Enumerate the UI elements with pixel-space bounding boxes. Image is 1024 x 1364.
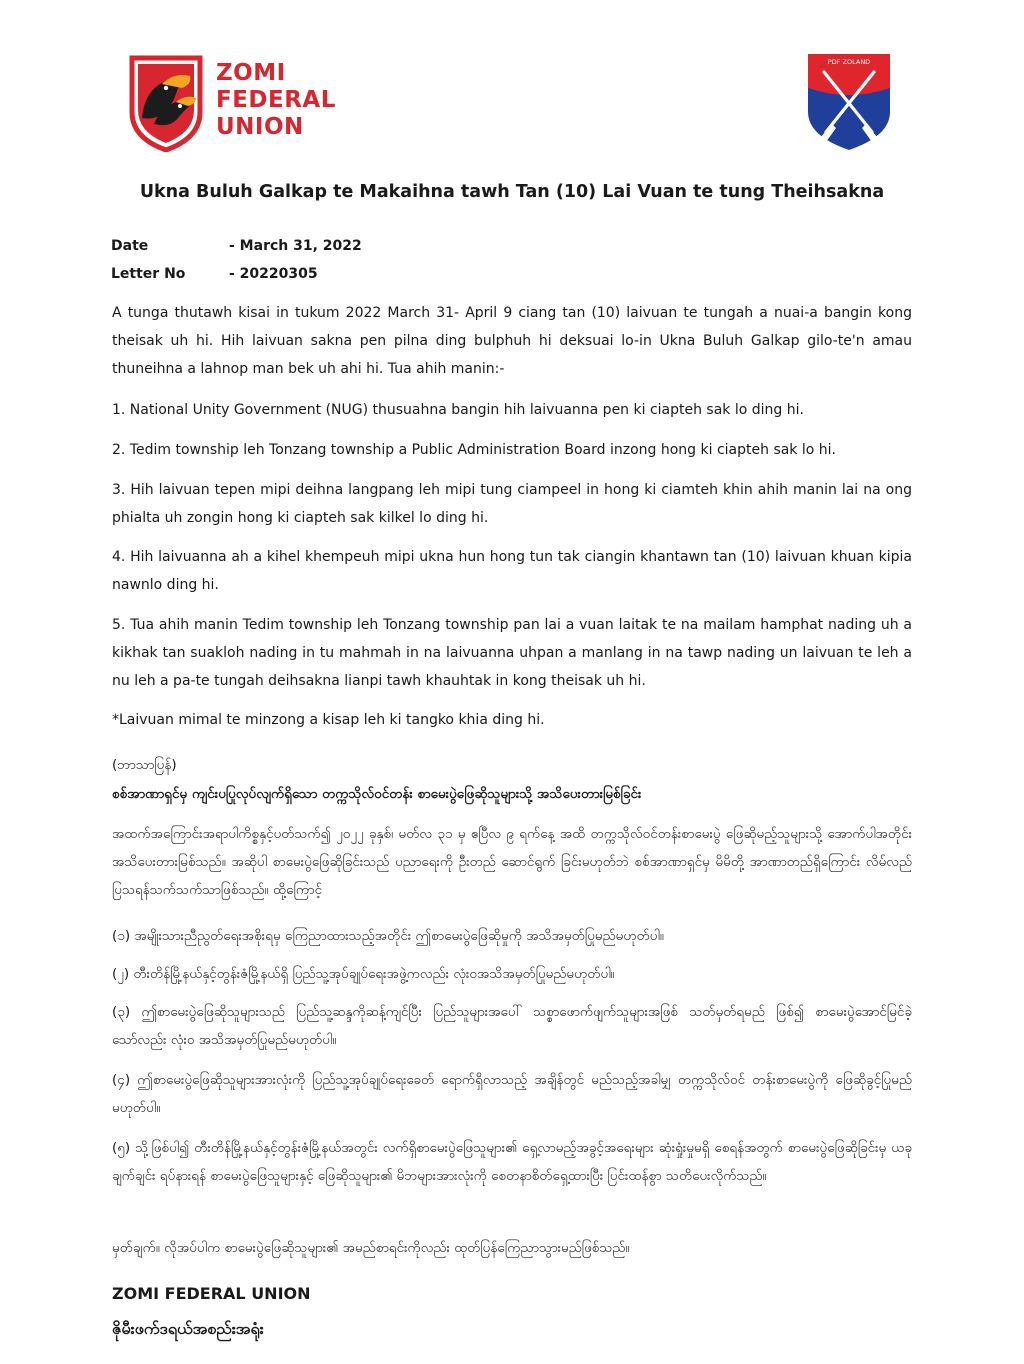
english-note: *Laivuan mimal te minzong a kisap leh ki tangko khia ding hi. — [112, 712, 545, 728]
zfu-logo-text — [216, 60, 336, 141]
point-4: 4. Hih laivuanna ah a kihel khempeuh mipi ukna hun hong tun tak ciangin khantawn tan (10) laivuan khuan kipia nawnlo ding hi. — [112, 549, 912, 593]
translation-label: (ဘာသာပြန်) — [112, 757, 177, 773]
translation-intro: အထက်အကြောင်းအရာပါကိစ္စနှင့်ပတ်သက်၍ ၂၀၂၂ ခုနှစ်၊ မတ်လ ၃၁ မှ ဧပြီလ ၉ ရက်နေ့ အထိ တက္ကသိုလ်ဝင်တန်းစာမေးပွဲ ဖြေဆိုမည့်သူများသို့ အောက်ပါအတိုင်း အသိပေးတားမြစ်သည်။ အဆိုပါ စာမေးပွဲဖြေဆိုခြင်းသည် ပညာရေးကို ဦးတည် ဆောင်ရွက် ခြင်းမဟုတ်ဘဲ စစ်အာဏာရှင်မှ မိမိတို့ အာဏာတည်ရှိကြောင်း လိမ်လည်ပြသရန်သက်သက်သာဖြစ်သည်။ ထို့ကြောင့် — [112, 826, 912, 898]
intro-paragraph: A tunga thutawh kisai in tukum 2022 March 31- April 9 ciang tan (10) laivuan te tungah a nuai-a bangin kong theisak uh hi. Hih laivuan sakna pen pilna ding bulphuh hi deksuai lo-in Ukna Buluh Galkap gilo-te'n amau thuneihna a lahnop man bek uh ahi hi. Tua ahih manin:- — [112, 305, 912, 377]
org-line-2: FEDERAL — [216, 87, 336, 113]
point-2: 2. Tedim township leh Tonzang township a Public Administration Board inzong hong ki ciapteh sak lo hi. — [112, 442, 836, 458]
letter-no-value: - 20220305 — [229, 266, 318, 282]
date-row — [111, 238, 362, 254]
signature-org-english: ZOMI FEDERAL UNION — [112, 1284, 311, 1303]
translation-note: မှတ်ချက်။ လိုအပ်ပါက စာမေးပွဲဖြေဆိုသူများ၏ အမည်စာရင်းကိုလည်း ထုတ်ပြန်ကြေညာသွားမည်ဖြစ်သည်။ — [112, 1240, 630, 1256]
translation-point-5: (၅) သို့ဖြစ်ပါ၍ တီးတိန်မြို့နယ်နှင့်တွန်းဇံမြို့နယ်အတွင်း လက်ရှိစာမေးပွဲဖြေသူများ၏ ရှေ့လာမည့်အခွင့်အရေးများ ဆုံးရှုံးမှုမရှိ စေရန်အတွက် စာမေးပွဲဖြေဆိုခြင်းမှ ယခုချက်ချင်း ရပ်နားရန် စာမေးပွဲဖြေသူများနှင့် ဖြေဆိုသူများ၏ မိဘများအားလုံးကို စေတနာစိတ်ရှေ့ထားပြီး ပြင်းထန်စွာ သတိပေးလိုက်သည်။ — [112, 1140, 912, 1184]
date-value: - March 31, 2022 — [229, 238, 362, 254]
org-line-3: UNION — [216, 114, 304, 140]
letter-title: Ukna Buluh Galkap te Makaihna tawh Tan (10) Lai Vuan te tung Theihsakna — [139, 182, 885, 202]
translation-point-2: (၂) တီးတိန်မြို့နယ်နှင့်တွန်းဇံမြို့နယ်ရှိ ပြည်သူ့အုပ်ချုပ်ရေးအဖွဲ့ကလည်း လုံးဝအသိအမှတ်ပြုမည်မဟုတ်ပါ။ — [112, 966, 615, 982]
translation-heading: စစ်အာဏာရှင်မှ ကျင်းပပြုလုပ်လျက်ရှိသော တက္ကသိုလ်ဝင်တန်း စာမေးပွဲဖြေဆိုသူများသို့ အသိပေးတားမြစ်ခြင်း — [112, 786, 642, 802]
letter-no-row — [111, 266, 318, 282]
date-label: Date — [111, 238, 149, 254]
translation-point-4: (၄) ဤစာမေးပွဲဖြေဆိုသူများအားလုံးကို ပြည်သူ့အုပ်ချုပ်ရေးခေတ် ရောက်ရှိလာသည့် အချိန်တွင် မည်သည့်အခါမျှ တက္ကသိုလ်ဝင် တန်းစာမေးပွဲကို ဖြေဆိုခွင့်ပြုမည်မဟုတ်ပါ။ — [112, 1072, 912, 1116]
translation-point-1: (၁) အမျိုးသားညီညွတ်ရေးအစိုးရမှ ကြေညာထားသည့်အတိုင်း ဤစာမေးပွဲဖြေဆိုမှုကို အသိအမှတ်ပြုမည်မဟုတ်ပါ။ — [112, 928, 664, 944]
signature-org-burmese: ဇိုမီးဖက်ဒရယ်အစည်းအရုံး — [112, 1319, 264, 1338]
translation-point-3: (၃) ဤစာမေးပွဲဖြေဆိုသူများသည် ပြည်သူ့ဆန္ဒကိုဆန့်ကျင်ပြီး ပြည်သူများအပေါ် သစ္စာဖောက်ဖျက်သူများအဖြစ် သတ်မှတ်ရမည် ဖြစ်၍ စာမေးပွဲအောင်မြင်ခဲ့သော်လည်း လုံးဝ အသိအမှတ်ပြုမည်မဟုတ်ပါ။ — [112, 1004, 912, 1048]
point-3: 3. Hih laivuan tepen mipi deihna langpang leh mipi tung ciampeel in hong ki ciamteh khin ahih manin lai na ong phialta uh zongin hong ki ciapteh sak kilkel lo ding hi. — [112, 482, 912, 526]
org-line-1: ZOMI — [216, 60, 286, 86]
point-5: 5. Tua ahih manin Tedim township leh Tonzang township pan lai a vuan laitak te na mailam hamphat nading uh a kikhak tan suakloh nading in tu mahmah in na laivuanna uhpan a manlang in na tawp nading un laivuan te leh a nu leh a pa-te tungah deihsakna lianpi tawh khauhtak in kong theisak uh hi. — [112, 617, 912, 689]
zfu-hornbill-logo-icon — [126, 54, 206, 152]
point-1: 1. National Unity Government (NUG) thusuahna bangin hih laivuanna pen ki ciapteh sak lo ding hi. — [112, 402, 804, 418]
badge-text: PDF ZOLAND — [827, 58, 871, 66]
pdf-zoland-rifles-logo-icon — [806, 52, 892, 152]
letter-no-label: Letter No — [111, 266, 186, 282]
